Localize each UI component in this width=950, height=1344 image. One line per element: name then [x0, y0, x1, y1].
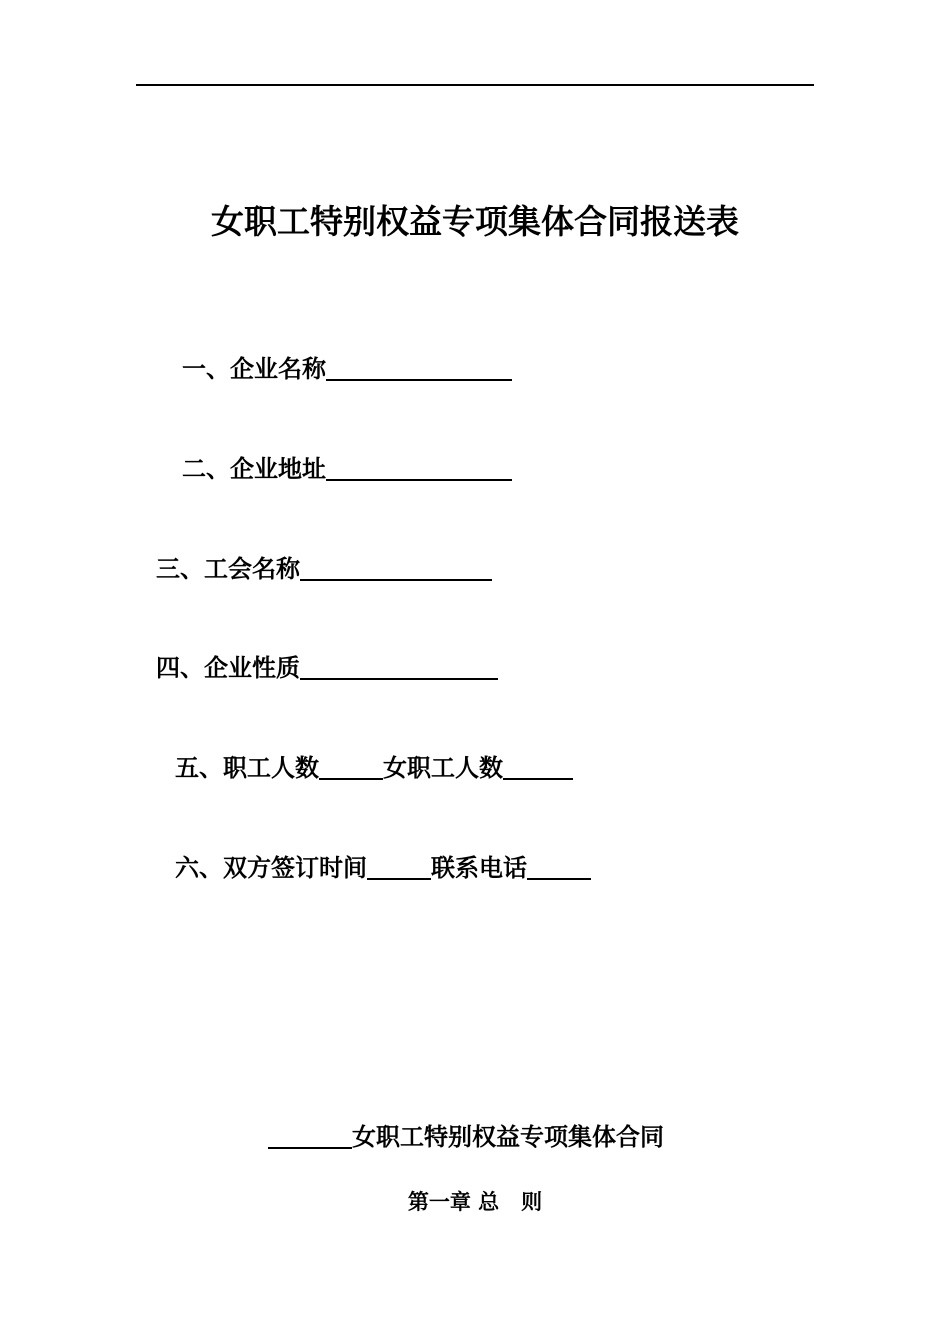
company-name-blank[interactable]	[326, 357, 512, 381]
company-address-blank[interactable]	[326, 457, 512, 481]
field-label: 三、工会名称	[156, 554, 300, 583]
staff-count-blank[interactable]	[319, 756, 383, 780]
company-nature-blank[interactable]	[300, 656, 498, 680]
field-company-nature	[156, 653, 498, 683]
document-title: 女职工特别权益专项集体合同报送表	[211, 202, 739, 241]
field-company-address	[182, 454, 512, 484]
field-label: 一、企业名称	[182, 354, 326, 383]
field-label: 四、企业性质	[156, 653, 300, 682]
field-union-name	[156, 554, 492, 584]
field-company-name	[182, 354, 512, 384]
female-staff-count-blank[interactable]	[503, 756, 573, 780]
field-label: 联系电话	[431, 853, 527, 882]
field-sign-date-phone	[175, 853, 591, 883]
contract-heading	[268, 1122, 664, 1152]
field-label: 五、职工人数	[175, 753, 319, 782]
field-label: 六、双方签订时间	[175, 853, 367, 882]
field-label: 二、企业地址	[182, 454, 326, 483]
phone-blank[interactable]	[527, 856, 591, 880]
field-label: 女职工人数	[383, 753, 503, 782]
chapter-heading: 第一章 总 则	[407, 1189, 543, 1214]
union-name-blank[interactable]	[300, 557, 492, 581]
contract-company-blank[interactable]	[268, 1125, 352, 1149]
sign-date-blank[interactable]	[367, 856, 431, 880]
header-rule	[136, 84, 814, 86]
contract-heading-text: 女职工特别权益专项集体合同	[352, 1122, 664, 1151]
field-staff-counts	[175, 753, 573, 783]
